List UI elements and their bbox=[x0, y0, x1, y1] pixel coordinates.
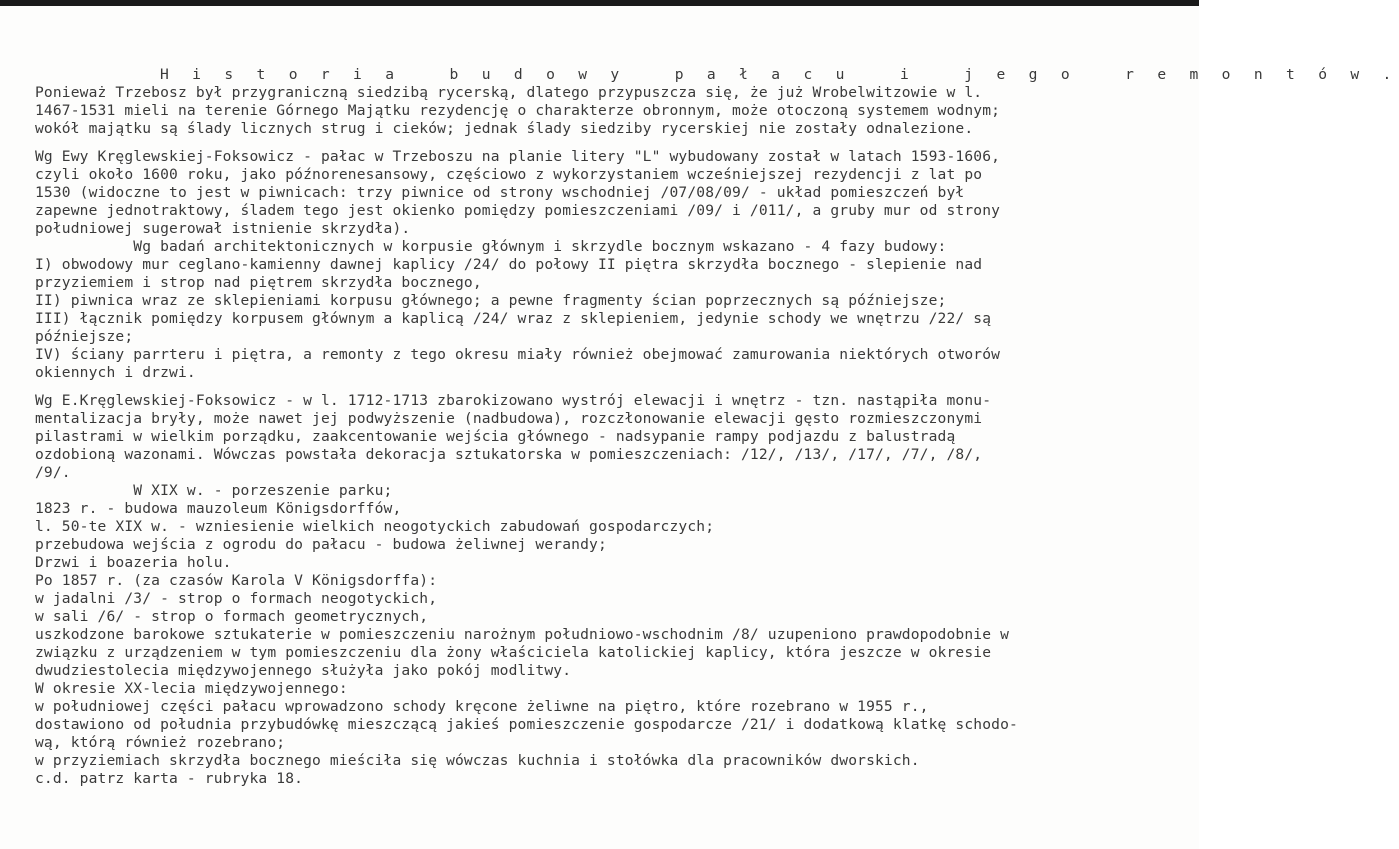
text-line: okiennych i drzwi. bbox=[35, 364, 196, 381]
text-line: związku z urządzeniem w tym pomieszczeniu dla żony właściciela katolickiej kaplicy, która jeszcze w okresie bbox=[35, 644, 992, 661]
text-line: Ponieważ Trzebosz był przygraniczną siedzibą rycerską, dlatego przypuszcza się, że już Wrobelwitzowie w l. bbox=[35, 84, 983, 101]
text-line: przyziemiem i strop nad piętrem skrzydła bocznego, bbox=[35, 274, 482, 291]
text-line: /9/. bbox=[35, 464, 71, 481]
text-line: II) piwnica wraz ze sklepieniami korpusu głównego; a pewne fragmenty ścian poprzecznych są późniejsze; bbox=[35, 292, 947, 309]
paragraph-gap bbox=[35, 138, 1175, 148]
text-line: wokół majątku są ślady licznych strug i cieków; jednak ślady siedziby rycerskiej nie zostały odnalezione. bbox=[35, 120, 974, 137]
text-line: Wg E.Kręglewskiej-Foksowicz - w l. 1712-1713 zbarokizowano wystrój elewacji i wnętrz - tzn. nastąpiła monu- bbox=[35, 392, 992, 409]
text-line: w południowej części pałacu wprowadzono schody kręcone żeliwne na piętro, które rozebrano w 1955 r., bbox=[35, 698, 929, 715]
text-line: c.d. patrz karta - rubryka 18. bbox=[35, 770, 304, 787]
text-line: IV) ściany parrteru i piętra, a remonty z tego okresu miały również obejmować zamurowania niektórych otworów bbox=[35, 346, 1001, 363]
text-line: l. 50-te XIX w. - wzniesienie wielkich neogotyckich zabudowań gospodarczych; bbox=[35, 518, 715, 535]
text-line: Po 1857 r. (za czasów Karola V Königsdorffa): bbox=[35, 572, 438, 589]
text-line: zapewne jednotraktowy, śladem tego jest okienko pomiędzy pomieszczeniami /09/ i /011/, a gruby mur od strony bbox=[35, 202, 1001, 219]
text-line: dwudziestolecia międzywojennego służyła jako pokój modlitwy. bbox=[35, 662, 572, 679]
text-line: późniejsze; bbox=[35, 328, 134, 345]
text-line: Wg Ewy Kręglewskiej-Foksowicz - pałac w Trzeboszu na planie litery "L" wybudowany został w latach 1593-1606, bbox=[35, 148, 1001, 165]
text-line: Wg badań architektonicznych w korpusie głównym i skrzydle bocznym wskazano - 4 fazy budowy: bbox=[35, 238, 947, 255]
paragraph-1 bbox=[35, 84, 1175, 138]
text-line: W okresie XX-lecia międzywojennego: bbox=[35, 680, 348, 697]
paragraph-3 bbox=[35, 392, 1175, 788]
text-line: w sali /6/ - strop o formach geometrycznych, bbox=[35, 608, 429, 625]
paragraph-gap bbox=[35, 382, 1175, 392]
text-line: południowej sugerował istnienie skrzydła). bbox=[35, 220, 411, 237]
text-line: 1467-1531 mieli na terenie Górnego Majątku rezydencję o charakterze obronnym, może otoczoną systemem wodnym; bbox=[35, 102, 1001, 119]
text-line: wą, którą również rozebrano; bbox=[35, 734, 286, 751]
text-line: pilastrami w wielkim porządku, zaakcentowanie wejścia głównego - nadsypanie rampy podjazdu z balustradą bbox=[35, 428, 956, 445]
text-line: 1823 r. - budowa mauzoleum Königsdorffów, bbox=[35, 500, 402, 517]
text-line: uszkodzone barokowe sztukaterie w pomieszczeniu narożnym południowo-wschodnim /8/ uzupeniono prawdopodobnie w bbox=[35, 626, 1010, 643]
text-line: ozdobioną wazonami. Wówczas powstała dekoracja sztukatorska w pomieszczeniach: /12/, /13/, /17/, /7/, /8/, bbox=[35, 446, 983, 463]
text-line: W XIX w. - porzeszenie parku; bbox=[35, 482, 393, 499]
text-line: I) obwodowy mur ceglano-kamienny dawnej kaplicy /24/ do połowy II piętra skrzydła bocznego - slepienie nad bbox=[35, 256, 983, 273]
text-line: czyli około 1600 roku, jako późnorenesansowy, częściowo z wykorzystaniem wcześniejszej rezydencji z lat po bbox=[35, 166, 983, 183]
document-title: H i s t o r i a b u d o w y p a ł a c u i j e g o r e m o n t ó w . bbox=[160, 66, 1399, 83]
text-line: w jadalni /3/ - strop o formach neogotyckich, bbox=[35, 590, 438, 607]
document-body bbox=[35, 66, 1399, 788]
text-line: 1530 (widoczne to jest w piwnicach: trzy piwnice od strony wschodniej /07/08/09/ - układ pomieszczeń był bbox=[35, 184, 965, 201]
text-line: w przyziemiach skrzydła bocznego mieściła się wówczas kuchnia i stołówka dla pracowników dworskich. bbox=[35, 752, 920, 769]
text-line: III) łącznik pomiędzy korpusem głównym a kaplicą /24/ wraz z sklepieniem, jedynie schody we wnętrzu /22/ są bbox=[35, 310, 992, 327]
text-line: dostawiono od południa przybudówkę mieszczącą jakieś pomieszczenie gospodarcze /21/ i dodatkową klatkę schodo- bbox=[35, 716, 1018, 733]
text-line: mentalizacja bryły, może nawet jej podwyższenie (nadbudowa), rozczłonowanie elewacji gęsto rozmieszczonymi bbox=[35, 410, 983, 427]
text-line: Drzwi i boazeria holu. bbox=[35, 554, 232, 571]
text-line: przebudowa wejścia z ogrodu do pałacu - budowa żeliwnej werandy; bbox=[35, 536, 607, 553]
paragraph-2 bbox=[35, 148, 1175, 382]
